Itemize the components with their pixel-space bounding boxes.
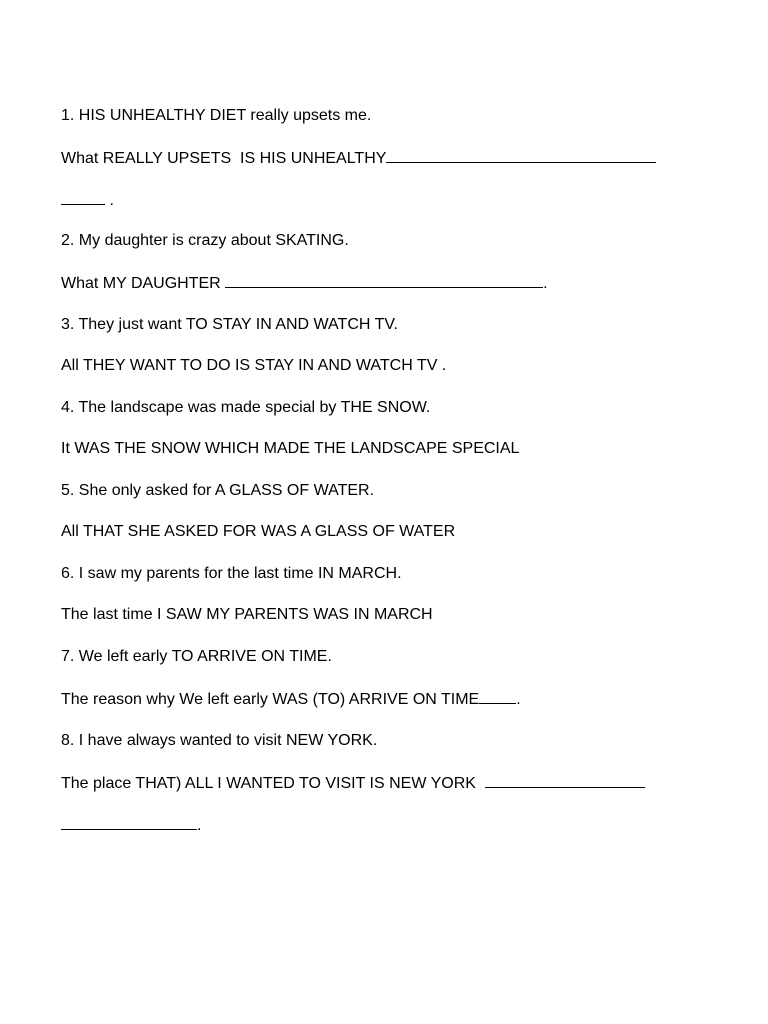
item-2-answer: [61, 273, 548, 294]
item-1-prompt: 1. HIS UNHEALTHY DIET really upsets me.: [61, 107, 372, 124]
item-2-answer-text: What MY DAUGHTER: [61, 275, 226, 292]
item-5-prompt: 5. She only asked for A GLASS OF WATER.: [61, 482, 375, 499]
item-7-answer-blank[interactable]: [479, 689, 516, 704]
item-6-answer: The last time I SAW MY PARENTS WAS IN MARCH: [61, 606, 433, 623]
item-7-answer-text: The reason why We left early WAS (TO) ARRIVE ON TIME: [61, 691, 480, 708]
item-7-answer-end: .: [516, 691, 521, 708]
item-1-answer-blank[interactable]: [386, 148, 656, 163]
item-8-answer-blank-2[interactable]: [61, 815, 197, 830]
item-1-answer-line-2: [61, 190, 114, 211]
item-2-answer-end: .: [543, 275, 548, 292]
item-3-prompt: 3. They just want TO STAY IN AND WATCH TV.: [61, 316, 398, 333]
item-7-prompt: 7. We left early TO ARRIVE ON TIME.: [61, 648, 332, 665]
item-3-answer: All THEY WANT TO DO IS STAY IN AND WATCH TV .: [61, 357, 447, 374]
item-7-answer: [61, 689, 521, 710]
item-5-answer: All THAT SHE ASKED FOR WAS A GLASS OF WATER: [61, 523, 456, 540]
item-8-prompt: 8. I have always wanted to visit NEW YORK.: [61, 732, 378, 749]
item-1-answer-blank-2[interactable]: [61, 190, 105, 205]
item-6-prompt: 6. I saw my parents for the last time IN MARCH.: [61, 565, 402, 582]
item-2-answer-blank[interactable]: [225, 273, 543, 288]
item-8-answer-text: The place THAT) ALL I WANTED TO VISIT IS NEW YORK: [61, 775, 485, 792]
item-2-prompt: 2. My daughter is crazy about SKATING.: [61, 232, 349, 249]
item-1-answer-text: What REALLY UPSETS IS HIS UNHEALTHY: [61, 150, 387, 167]
item-4-prompt: 4. The landscape was made special by THE SNOW.: [61, 399, 431, 416]
item-1-answer-line-1: [61, 148, 656, 169]
item-8-answer-line-1: [61, 773, 645, 794]
item-8-answer-end: .: [197, 817, 202, 834]
item-4-answer: It WAS THE SNOW WHICH MADE THE LANDSCAPE SPECIAL: [61, 440, 520, 457]
item-8-answer-line-2: [61, 815, 201, 836]
item-8-answer-blank[interactable]: [485, 773, 645, 788]
item-1-answer-end: .: [105, 192, 114, 209]
